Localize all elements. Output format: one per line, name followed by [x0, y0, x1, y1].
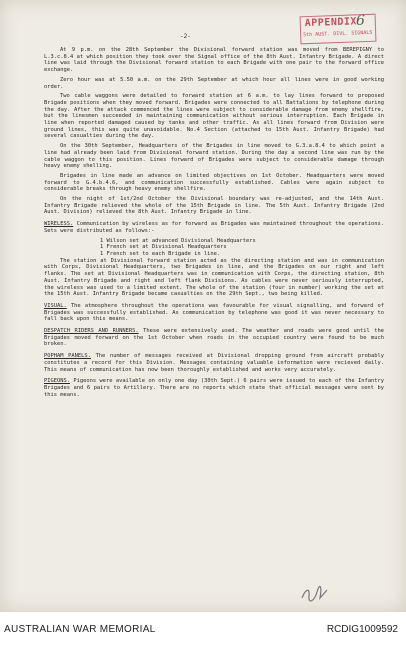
handwritten-number: 6 — [356, 13, 365, 29]
despatch-body: These were extensively used. The weather and roads were good until the Brigades moved forward on the 1st October when roads in the occupied country were found to be much broken. — [44, 328, 385, 348]
pigeons-body: Pigeons were available on only one day (30th Sept.) 6 pairs were issued to each of the Infantry Brigades and 6 pairs to Artillery. There are no reports which state that official messages were sent by this means. — [44, 378, 384, 398]
list-item: 1 Wilson set at advanced Divisional Headquarters — [100, 237, 256, 244]
wireless-section — [44, 221, 384, 234]
visual-section — [44, 303, 384, 323]
footer-institution: AUSTRALIAN WAR MEMORIAL — [4, 624, 156, 635]
wireless-body: The station at Divisional forward station acted as the directing station and was in communication with Corps, Divisional Headquarters, two Brigades in line, and the Brigades on our right and left flanks. The set at Divisional Headquarters was in communication with Corps, the directing station, 8th Aust. Infantry Brigade and right and left flank Divisions. As cables were never seriously interrupted, the wireless was used to a limited extent. The whole of the station (four in number) working the set at the 15th Aust. Infantry Brigade became casualties on the 29th Sept., two being killed. — [44, 257, 384, 298]
stamp-subtitle: 5th AUST. DIVL. SIGNALS — [303, 29, 373, 39]
pigeons-section — [44, 378, 384, 398]
popham-section — [44, 353, 384, 373]
wireless-list — [100, 238, 384, 258]
paragraph: On the 30th September, Headquarters of the Brigades in line moved to G.3.a.8.4 to which point a line had already been laid from Divisional forward station. During the day a second line was run by the cable waggon to this position. Lines forward of Brigades were subject to considerable damage through heavy enemy shelling. — [44, 143, 384, 170]
stamp-title: APPENDIX — [304, 16, 358, 30]
signature — [300, 584, 330, 607]
paragraph: At 9 p.m. on the 28th September the Divisional forward station was moved from BEREPIGNY to L.3.c.8.4 at which position they took over the Signal office of the 8th Aust. Infantry Brigade. A direct line was laid through the Divisional forward station to each Brigade with one pair to the forward office exchange. — [44, 47, 384, 74]
wireless-intro: Communication by wireless as for forward as Brigades was maintained throughout the operations. Sets were distributed as follows:- — [44, 221, 384, 234]
footer-record-id: RCDIG1009592 — [326, 624, 398, 635]
pigeons-heading: PIGEONS. — [44, 378, 70, 385]
paragraph: Two cable waggons were detailed to forward station at 6 a.m. to lay lines forward to proposed Brigade positions when they moved forward. Brigades were connected to all Battalions by telephone during the day. After the attack commenced the lines were subject to considerable damage from enemy shellfire, but the linesmen succeeded in maintaining communication without serious interruption. Each Brigade in line when reported damaged caused by tanks and other traffic. As all lines forward from Division were ground lines, this was quite unavoidable. No.4 Section (attached to 15th Aust. Infantry Brigade) had several casualties during the day. — [44, 93, 384, 140]
visual-heading: VISUAL. — [44, 302, 67, 309]
popham-body: The number of messages received at Divisional dropping ground from aircraft probably constitutes a record for this Division. Messages containing valuable information were recieved daily. This means of communication has now been thoroughly established and works very accurately. — [44, 353, 384, 373]
wireless-heading: WIRELESS. — [44, 221, 74, 228]
list-item: 1 French set at Divisional Headquarters — [100, 244, 227, 251]
paragraph: On the night of 1st/2nd October the Divisional boundary was re-adjusted, and the 14th Aust. Infantry Brigade relieved the whole of the 15th Brigade in line. The 5th Aust. Infantry Brigade (2nd Aust. Division) relieved the 8th Aust. Infantry Brigade in line. — [44, 196, 384, 216]
despatch-heading: DESPATCH RIDERS AND RUNNERS. — [44, 328, 139, 335]
despatch-section — [44, 328, 384, 348]
visual-body: The atmosphere throughout the operations was favourable for visual signalling, and forward of Brigades was successfully established. As communication by telephone was good it was never necessary to fall back upon this means. — [44, 302, 384, 323]
paragraph: Zero hour was at 5.50 a.m. on the 29th September at which hour all lines were in good working order. — [44, 76, 384, 90]
page-number: -2- — [180, 33, 191, 40]
popham-heading: POPHAM PANELS. — [44, 353, 91, 360]
archive-footer — [0, 612, 406, 654]
list-item: 1 French set to each Brigade in line. — [100, 250, 221, 257]
paragraph: Brigades in line made an advance on limited objectives on 1st October. Headquarters were moved forward to G.4.b.4.6, and communication successfully established. Cables were again subject to considerable breaks through heavy enemy shellfire. — [44, 172, 384, 193]
signature-scribble — [300, 584, 330, 604]
document-body — [44, 47, 384, 401]
